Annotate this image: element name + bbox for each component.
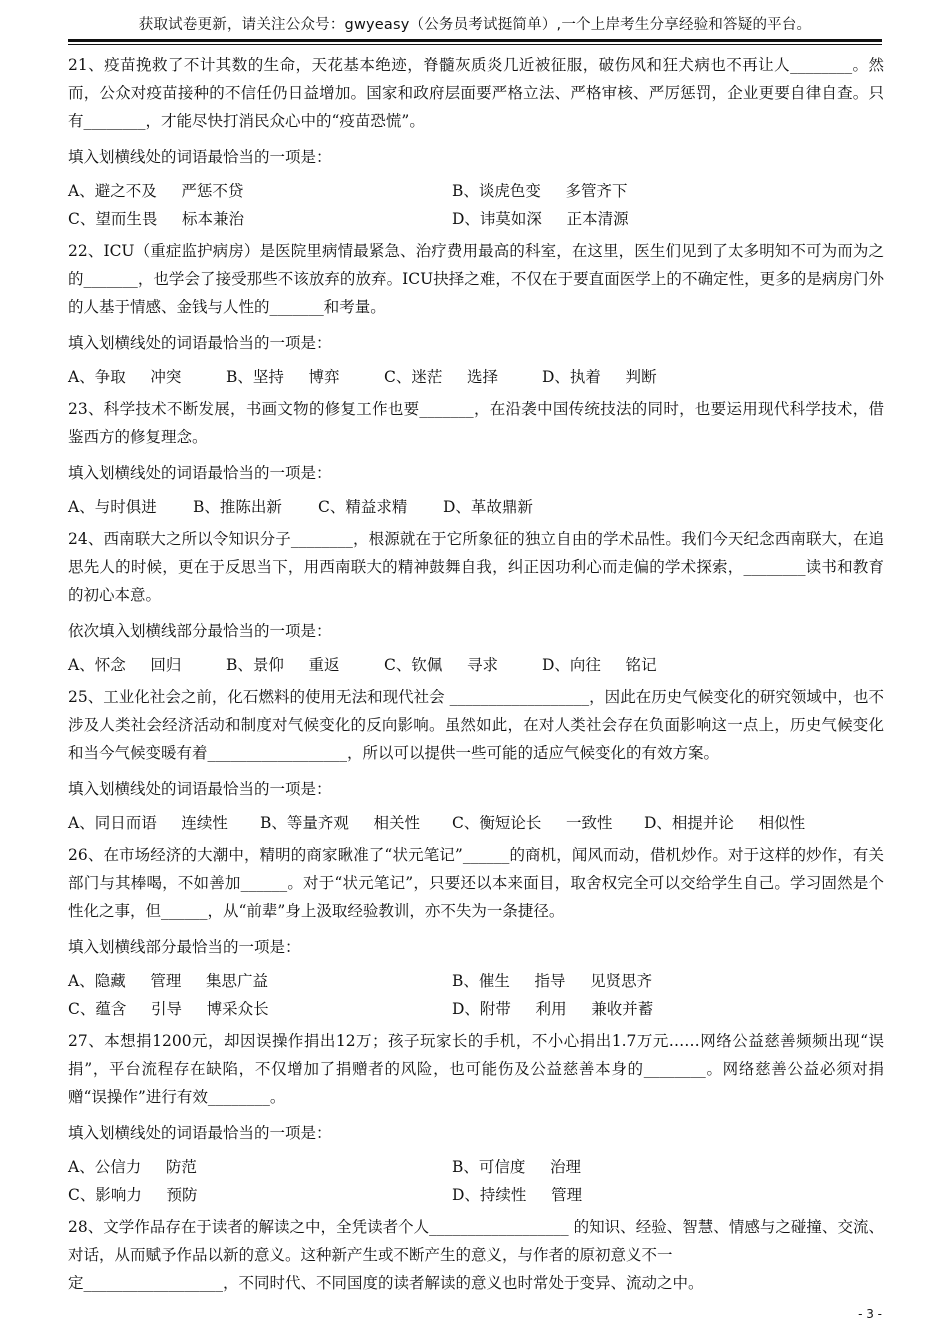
answer-option: A、避之不及 严惩不贷	[68, 182, 244, 200]
answer-option: A、公信力 防范	[68, 1158, 197, 1176]
question-block	[68, 1213, 884, 1301]
answer-option: B、可信度 治理	[452, 1158, 582, 1176]
answer-option: B、推陈出新	[193, 498, 282, 516]
answer-option: A、争取 冲突	[68, 368, 182, 386]
question-prompt: 依次填入划横线部分最恰当的一项是：	[68, 622, 332, 640]
answer-option: B、坚持 博弈	[226, 368, 340, 386]
question-block	[68, 51, 884, 237]
question-prompt: 填入划横线部分最恰当的一项是：	[68, 938, 301, 956]
answer-option: B、谈虎色变 多管齐下	[452, 182, 628, 200]
answer-option: C、望而生畏 标本兼治	[68, 210, 244, 228]
answer-option: D、向往 铭记	[542, 656, 657, 674]
question-stem: 22、ICU（重症监护病房）是医院里病情最紧急、治疗费用最高的科室，在这里，医生们见到了太多明知不可为而为之的_______，也学会了接受那些不该放弃的放弃。ICU抉择之难，不仅在于要直面医学上的不确定性，更多的是病房门外的人基于情感、金钱与人性的_______和考量。	[68, 242, 884, 316]
question-block	[68, 683, 884, 841]
option-list	[68, 493, 884, 521]
answer-option: D、附带 利用 兼收并蓄	[452, 1000, 654, 1018]
question-block	[68, 1027, 884, 1213]
answer-option: A、同日而语 连续性	[68, 814, 228, 832]
answer-option: A、隐藏 管理 集思广益	[68, 972, 268, 990]
answer-option: A、怀念 回归	[68, 656, 182, 674]
question-prompt: 填入划横线处的词语最恰当的一项是：	[68, 148, 332, 166]
answer-option: A、与时俱进	[68, 498, 157, 516]
question-stem: 24、西南联大之所以令知识分子________，根源就在于它所象征的独立自由的学术品性。我们今天纪念西南联大，在追思先人的时候，更在于反思当下，用西南联大的精神鼓舞自我，纠正因功利心而走偏的学术探索，________读书和教育的初心本意。	[68, 530, 884, 604]
option-list	[68, 809, 884, 837]
answer-option: C、蕴含 引导 博采众长	[68, 1000, 269, 1018]
option-list	[68, 363, 884, 391]
answer-option: B、景仰 重返	[226, 656, 340, 674]
answer-option: D、讳莫如深 正本清源	[452, 210, 629, 228]
answer-option: D、执着 判断	[542, 368, 657, 386]
answer-option: C、衡短论长 一致性	[452, 814, 613, 832]
question-list	[68, 51, 884, 1301]
answer-option: D、相提并论 相似性	[644, 814, 806, 832]
answer-option: D、革故鼎新	[443, 498, 533, 516]
question-block	[68, 395, 884, 525]
question-stem: 定__________________，不同时代、不同国度的读者解读的意义也时常处于变异、流动之中。	[68, 1274, 704, 1292]
answer-option: D、持续性 管理	[452, 1186, 583, 1204]
question-stem: 23、科学技术不断发展，书画文物的修复工作也要_______，在沿袭中国传统技法的同时，也要运用现代科学技术，借鉴西方的修复理念。	[68, 400, 884, 446]
option-list	[68, 1153, 884, 1209]
question-stem: 28、文学作品存在于读者的解读之中，全凭读者个人__________________ 的知识、经验、智慧、情感与之碰撞、交流、对话，从而赋予作品以新的意义。这种新产生或不断产生的意义，与作者的原初意义不一	[68, 1218, 884, 1264]
page-header: 获取试卷更新，请关注公众号：gwyeasy（公务员考试挺简单）,一个上岸考生分享经验和答疑的平台。	[138, 17, 812, 33]
option-list	[68, 177, 884, 233]
question-block	[68, 237, 884, 395]
question-block	[68, 841, 884, 1027]
option-list	[68, 967, 884, 1023]
question-stem: 27、本想捐1200元，却因误操作捐出12万；孩子玩家长的手机，不小心捐出1.7万元……网络公益慈善频频出现“误捐”，平台流程存在缺陷，不仅增加了捐赠者的风险，也可能伤及公益慈善本身的________。网络慈善公益必须对捐赠“误操作”进行有效________。	[68, 1032, 884, 1106]
question-block	[68, 525, 884, 683]
question-stem: 26、在市场经济的大潮中，精明的商家瞅准了“状元笔记”______的商机，闻风而动，借机炒作。对于这样的炒作，有关部门与其棒喝，不如善加______。对于“状元笔记”，只要还以本来面目，取舍权完全可以交给学生自己。学习固然是个性化之事，但______，从“前辈”身上汲取经验教训，亦不失为一条捷径。	[68, 846, 884, 920]
question-stem: 21、疫苗挽救了不计其数的生命，天花基本绝迹，脊髓灰质炎几近被征服，破伤风和狂犬病也不再让人________。然而，公众对疫苗接种的不信任仍日益增加。国家和政府层面要严格立法、严格审核、严厉惩罚，企业更要自律自查。只有________，才能尽快打消民众心中的“疫苗恐慌”。	[68, 56, 884, 130]
answer-option: C、精益求精	[318, 498, 408, 516]
question-prompt: 填入划横线处的词语最恰当的一项是：	[68, 780, 332, 798]
answer-option: B、催生 指导 见贤思齐	[452, 972, 653, 990]
option-list	[68, 651, 884, 679]
question-prompt: 填入划横线处的词语最恰当的一项是：	[68, 464, 332, 482]
answer-option: C、影响力 预防	[68, 1186, 198, 1204]
question-gap	[68, 1297, 884, 1301]
question-prompt: 填入划横线处的词语最恰当的一项是：	[68, 334, 332, 352]
header-rule-thin	[68, 44, 882, 45]
page-number: - 3 -	[858, 1307, 882, 1321]
question-prompt: 填入划横线处的词语最恰当的一项是：	[68, 1124, 332, 1142]
question-stem: 25、工业化社会之前，化石燃料的使用无法和现代社会 __________________，因此在历史气候变化的研究领域中，也不涉及人类社会经济活动和制度对气候变化的反向影响。虽然如此，在对人类社会存在负面影响这一点上，历史气候变化和当今气候变暖有着__________________，所以可以提供一些可能的适应气候变化的有效方案。	[68, 688, 884, 762]
answer-option: C、钦佩 寻求	[384, 656, 498, 674]
header-rule-thick	[68, 39, 882, 42]
answer-option: C、迷茫 选择	[384, 368, 498, 386]
answer-option: B、等量齐观 相关性	[260, 814, 421, 832]
